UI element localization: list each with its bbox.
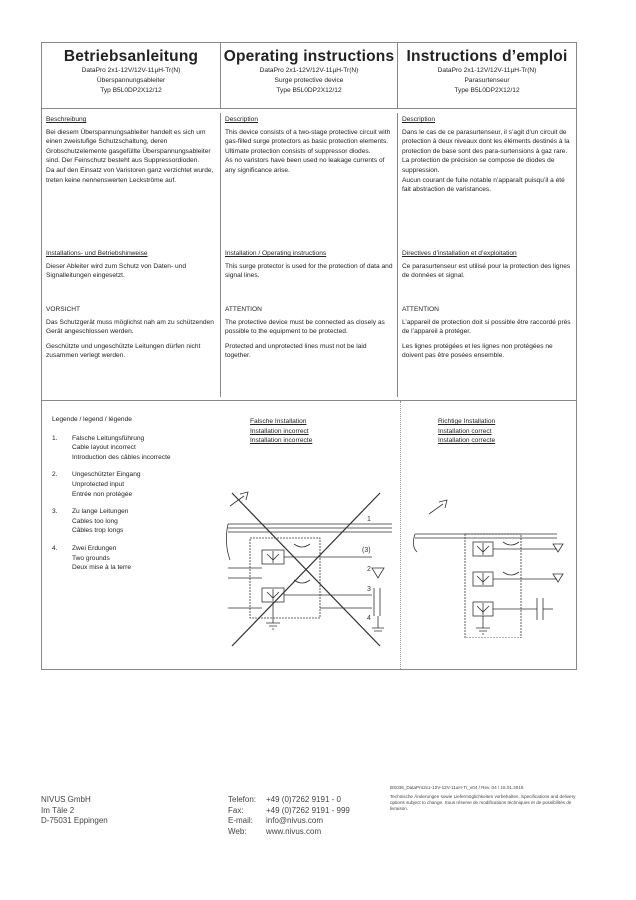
legend-text-de: Ungeschützter Eingang — [72, 471, 141, 479]
phone-value: +49 (0)7262 9191 - 0 — [266, 795, 341, 804]
web-value[interactable]: www.nivus.com — [266, 826, 322, 836]
legend-title: Legende / legend / légende — [52, 416, 132, 423]
description-heading: Description — [225, 116, 258, 123]
legend-item — [52, 507, 232, 536]
instruction-sheet — [41, 42, 577, 670]
label-fr: Installation incorrecte — [250, 437, 313, 445]
legend-item — [52, 434, 232, 463]
installation-text: This surge protector is used for the protection of data and signal lines. — [225, 262, 393, 280]
marker-label: 2 — [367, 566, 371, 573]
installation-heading: Directives d’installation et d’exploitation — [402, 250, 517, 257]
label-de: Falsche Installation — [250, 418, 307, 425]
column-german — [42, 113, 221, 397]
marker-label: 1 — [367, 516, 371, 523]
header-german — [42, 43, 221, 109]
email-value[interactable]: info@nivus.com — [266, 816, 324, 825]
description-heading: Beschreibung — [46, 116, 87, 123]
section-divider — [42, 400, 576, 401]
marker-label: 4 — [367, 615, 371, 622]
installation-heading: Installation / Operating instructions — [225, 250, 327, 257]
marker-label: (3) — [362, 547, 371, 554]
legend-text-fr: Deux mise à la terre — [72, 564, 131, 572]
header-french — [398, 43, 576, 109]
header-english — [221, 43, 398, 109]
label-en: Installation correct — [438, 427, 492, 435]
legend-text-en: Cable layout incorrect — [72, 444, 136, 452]
header-model: DataPro 2x1-12V/12V-11µH-Tr(N) — [81, 67, 181, 74]
header-device: Überspannungsableiter — [96, 77, 166, 84]
disclaimer: Technische Änderungen sowie Liefermöglichkeiten vorbehalten. Specifications and delivery options subject to change. Sous réserve de modifications techniques et de possibilités de livraison. — [390, 794, 576, 811]
incorrect-installation-label — [250, 417, 312, 446]
installation-text: Dieser Ableiter wird zum Schutz von Daten- und Signalleitungen eingesetzt. — [46, 262, 186, 280]
company-address — [41, 795, 108, 827]
installation-text: Ce parasurtenseur est utilisé pour la protection des lignes de données et signal. — [402, 262, 571, 280]
legend-text-en: Two grounds — [72, 554, 110, 562]
legend-number: 4. — [52, 544, 58, 552]
attention-heading: ATTENTION — [225, 306, 262, 313]
marker-label: 3 — [367, 586, 371, 593]
diagram-divider — [400, 401, 401, 669]
doc-ref: BS036_DataPro2x1-12V-12V-11uH-Tr_v04 / Rev. 04 / 15.01.2018 — [390, 785, 524, 790]
description-text: Bei diesem Überspannungsableiter handelt es sich um einen zweistufige Schutzschaltung, deren Grobschutzelemente gasgefüllte Überspannungsableiter sind. Der Feinschutz besteht aus Suppressordioden. Da auf den Einsatz von Varistoren ganz verzichtet wurde, treten keine nennenswerten Leckströme auf. — [46, 128, 214, 184]
document-reference — [390, 785, 590, 812]
attention-text-2: Protected and unprotected lines must not be laid together. — [225, 342, 367, 360]
legend-text-de: Falsche Leitungsführung — [72, 434, 145, 442]
header-device: Surge protective device — [274, 77, 344, 84]
city: D-75031 Eppingen — [41, 816, 108, 825]
legend-text-fr: Entrée non protégée — [72, 490, 133, 498]
email-label: E-mail: — [228, 816, 253, 825]
legend-text-fr: Câbles trop longs — [72, 527, 124, 535]
description-text: This device consists of a two-stage protective circuit with gas-filled surge protectors as basic protection elements. Ultimate protection consists of suppressor diodes. As no varistors have been used no leakage currents of any significance arise. — [225, 128, 391, 174]
legend — [52, 415, 232, 581]
company-name: NIVUS GmbH — [41, 795, 91, 804]
column-english — [221, 113, 398, 397]
description-heading: Description — [402, 116, 435, 123]
header-title: Instructions d’emploi — [406, 48, 568, 65]
legend-text-de: Zwei Erdungen — [72, 544, 117, 552]
header-type: Typ B5L0DP2X12/12 — [100, 87, 162, 94]
header-device: Parasurtenseur — [464, 77, 510, 84]
fax-label: Fax: — [228, 805, 244, 815]
label-fr: Installation correcte — [438, 437, 496, 445]
street: Im Täle 2 — [41, 805, 75, 815]
description-text: Dans le cas de ce parasurtenseur, il s’agit d’un circuit de protection à deux niveaux dont les éléments destinés à la protection de base sont des para-surtensions à gaz rare. La protection de précision se compose de diodes de suppression. Aucun courant de fuite notable n’apparaît puisqu’il a été fait abstraction de varistances. — [402, 128, 570, 194]
attention-text-1: The protective device must be connected as closely as possible to the equipment to be protected. — [225, 318, 385, 336]
fax-value: +49 (0)7262 9191 - 999 — [266, 805, 350, 815]
correct-installation-label — [438, 417, 495, 446]
label-en: Installation incorrect — [250, 427, 309, 435]
incorrect-installation-diagram — [222, 448, 397, 648]
header-model: DataPro 2x1-12V/12V-11µH-Tr(N) — [259, 67, 359, 74]
label-de: Richtige Installation — [438, 418, 496, 425]
legend-item — [52, 470, 232, 499]
header-type: Type B5L0DP2X12/12 — [276, 87, 342, 94]
header-title: Operating instructions — [223, 48, 395, 65]
attention-text-1: Das Schutzgerät muss möglichst nah am zu schützenden Gerät angeschlossen werden. — [46, 318, 214, 336]
legend-item — [52, 544, 232, 573]
correct-installation-diagram — [407, 468, 572, 638]
legend-text-en: Unprotected input — [72, 480, 125, 488]
header-title: Betriebsanleitung — [63, 48, 199, 65]
attention-text-1: L’appareil de protection doit si possible être raccordé près de l’appareil à protéger. — [402, 318, 571, 336]
attention-heading: ATTENTION — [402, 306, 439, 313]
installation-heading: Installations- und Betriebshinweise — [46, 250, 148, 257]
phone-label: Telefon: — [228, 795, 257, 804]
legend-text-fr: Introduction des câbles incorrecte — [72, 453, 171, 461]
legend-text-de: Zu lange Leitungen — [72, 508, 129, 516]
legend-text-en: Cables too long — [72, 517, 118, 525]
company-contact — [228, 795, 350, 837]
legend-number: 3. — [52, 508, 58, 516]
attention-heading: VORSICHT — [46, 306, 81, 313]
header-model: DataPro 2x1-12V/12V-11µH-Tr(N) — [437, 67, 537, 74]
column-french — [398, 113, 576, 397]
web-label: Web: — [228, 826, 247, 836]
legend-number: 1. — [52, 434, 58, 442]
legend-number: 2. — [52, 471, 58, 479]
header-type: Type B5L0DP2X12/12 — [454, 87, 520, 94]
attention-text-2: Les lignes protégées et les lignes non protégées ne doivent pas être posées ensemble. — [402, 342, 553, 360]
attention-text-2: Geschützte und ungeschützte Leitungen dürfen nicht zusammen verlegt werden. — [46, 342, 201, 360]
